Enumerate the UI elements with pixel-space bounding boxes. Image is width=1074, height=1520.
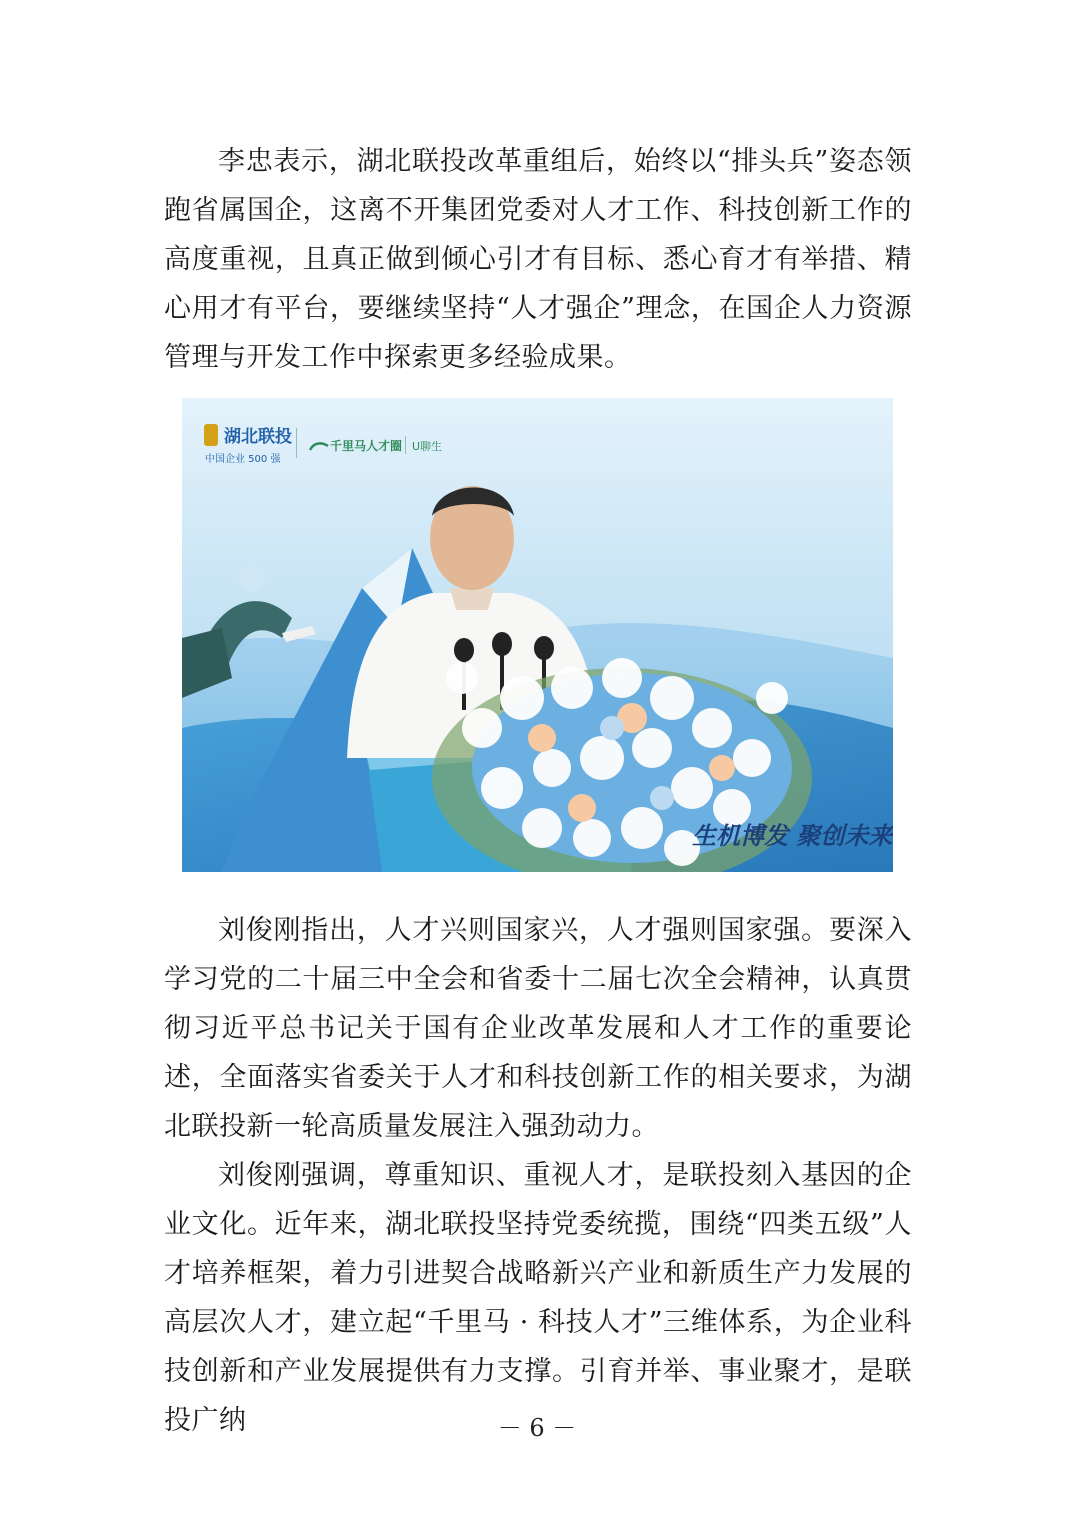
logo-tagline: 中国企业 500 强 — [205, 454, 281, 465]
speaker-photo — [182, 398, 893, 872]
paragraph-li-zhong: 李忠表示，湖北联投改革重组后，始终以“排头兵”姿态领跑省属国企，这离不开集团党委对人才工作、科技创新工作的高度重视，且真正做到倾心引才有目标、悉心育才有举措、精心用才有平台，要继续坚持“人才强企”理念，在国企人力资源管理与开发工作中探索更多经验成果。 — [164, 146, 912, 373]
paragraph-liu-jungang-1: 刘俊刚指出，人才兴则国家兴，人才强则国家强。要深入学习党的二十届三中全会和省委十二届七次全会精神，认真贯彻习近平总书记关于国有企业改革发展和人才工作的重要论述，全面落实省委关于人才和科技创新工作的相关要求，为湖北联投新一轮高质量发展注入强劲动力。 — [164, 915, 912, 1142]
photo-slogan: 生机博发 聚创未来 — [692, 821, 893, 850]
paragraph-liu-jungang-2: 刘俊刚强调，尊重知识、重视人才，是联投刻入基因的企业文化。近年来，湖北联投坚持党委统揽，围绕“四类五级”人才培养框架，着力引进契合战略新兴产业和新质生产力发展的高层次人才，建立起“千里马 · 科技人才”三维体系，为企业科技创新和产业发展提供有力支撑。引育并举、事业聚才，是联投广纳 — [164, 1160, 912, 1436]
logo-qianlima: 千里马人才圈 — [330, 439, 403, 453]
logo-hubei-liantou: 湖北联投 — [224, 427, 292, 447]
page-number: － 6 － — [497, 1414, 577, 1442]
logo-u-lian: U聊生 — [412, 440, 443, 453]
